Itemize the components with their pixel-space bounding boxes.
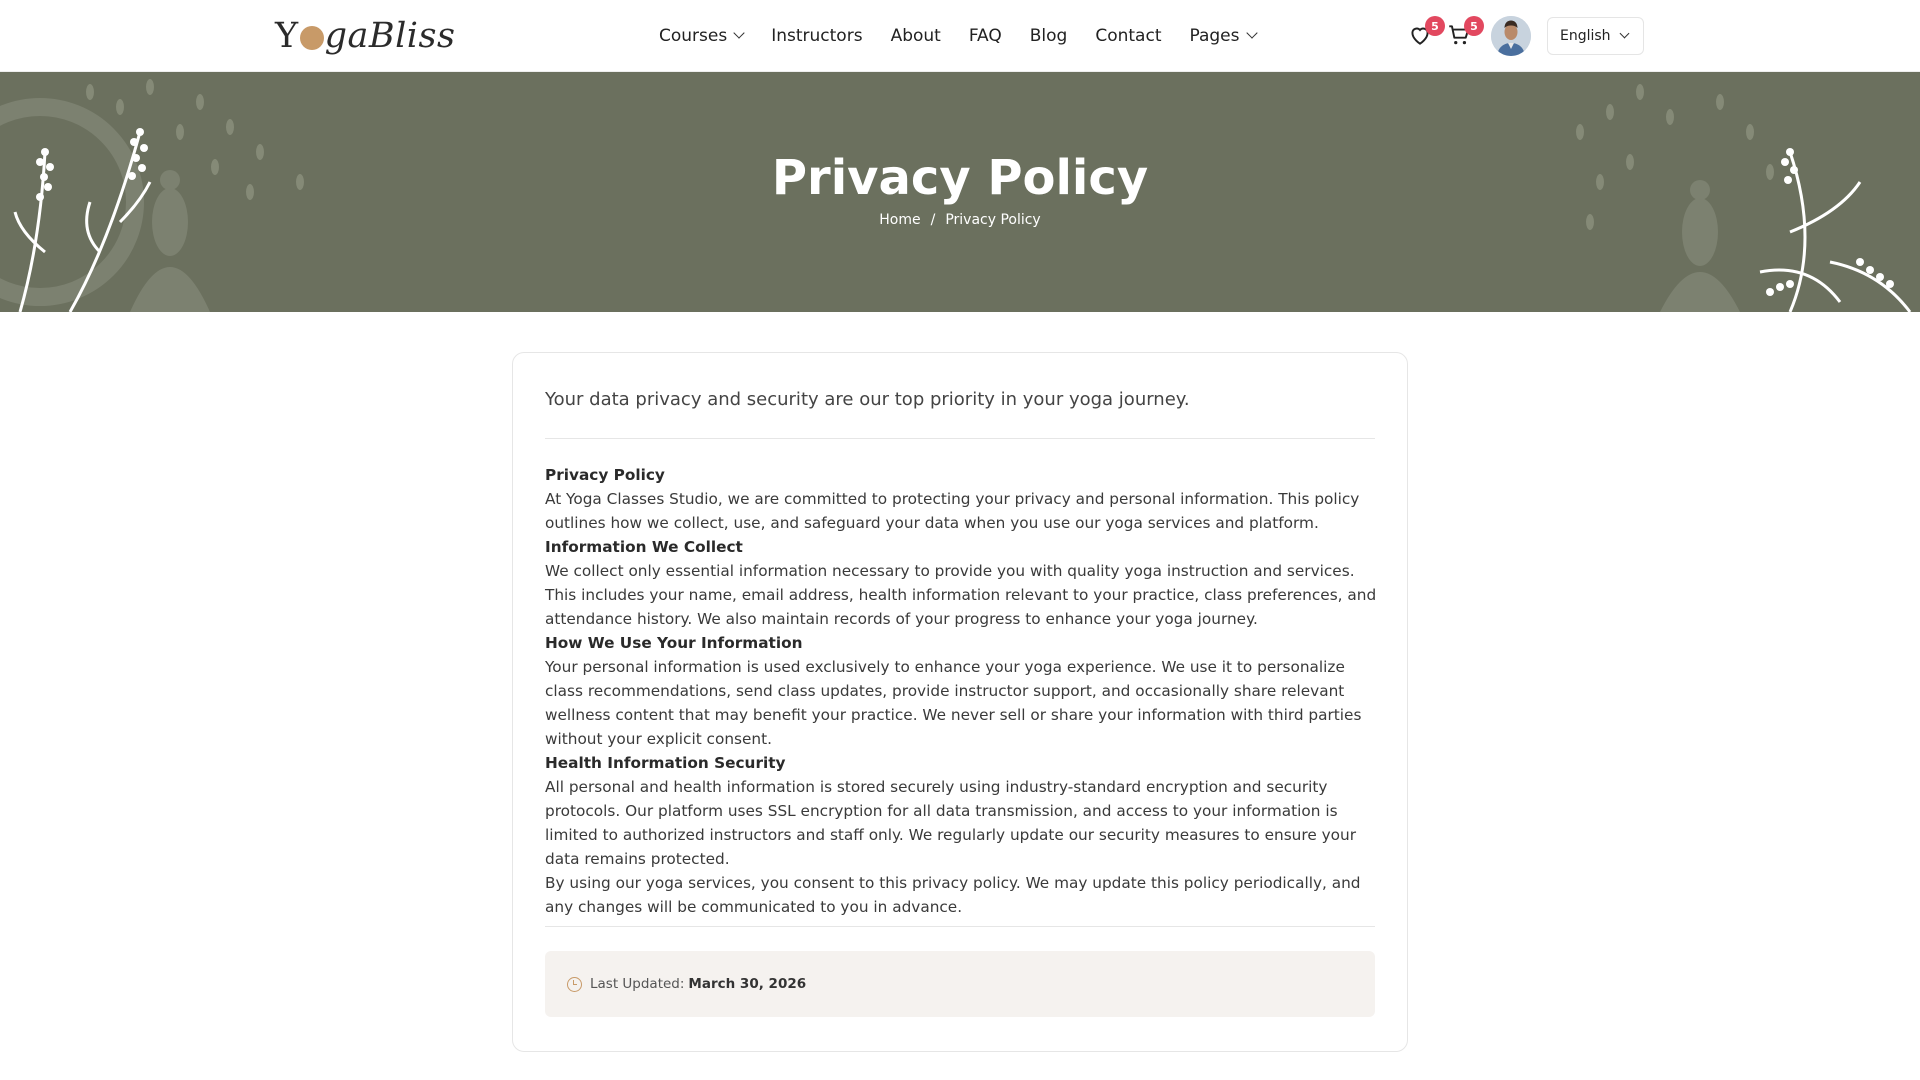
language-label: English <box>1560 28 1611 44</box>
section-body: All personal and health information is stored securely using industry-standard encryption and security protocols. Our platform uses SSL encryption for all data transmission, and access to your information is limited to authorized instructors and staff only. We regularly update our security measures to ensure your data remains protected. <box>545 778 1357 868</box>
breadcrumb <box>0 212 1920 228</box>
cart-count-badge: 5 <box>1464 16 1484 36</box>
logo[interactable] <box>275 14 455 58</box>
language-selector[interactable] <box>1547 17 1644 55</box>
chevron-down-icon <box>1619 28 1629 38</box>
last-updated-box <box>545 951 1375 1017</box>
logo-text-end: gaBliss <box>324 16 456 56</box>
cart-button[interactable] <box>1446 19 1478 48</box>
main-nav <box>659 22 1284 50</box>
section-body: At Yoga Classes Studio, we are committed to protecting your privacy and personal information. This policy outlines how we collect, use, and safeguard your data when you use our yoga services and platform. <box>545 490 1360 532</box>
policy-card <box>512 352 1408 1052</box>
user-avatar[interactable] <box>1491 16 1531 56</box>
nav-contact-label: Contact <box>1095 26 1162 46</box>
logo-lotus-icon <box>300 26 324 50</box>
policy-closing: By using our yoga services, you consent to this privacy policy. We may update this policy periodically, and any changes will be communicated to you in advance. <box>545 874 1361 916</box>
wishlist-count-badge: 5 <box>1425 16 1445 36</box>
last-updated-date: March 30, 2026 <box>688 976 807 992</box>
nav-blog-label: Blog <box>1029 26 1068 46</box>
user-photo-icon <box>1491 16 1531 56</box>
policy-intro: Your data privacy and security are our top priority in your yoga journey. <box>545 389 1190 410</box>
nav-instructors-label: Instructors <box>771 26 863 46</box>
breadcrumb-current: Privacy Policy <box>945 212 1041 228</box>
chevron-down-icon <box>734 27 745 38</box>
page-title: Privacy Policy <box>771 150 1149 206</box>
chevron-down-icon <box>1246 27 1257 38</box>
wishlist-button[interactable] <box>1407 19 1439 48</box>
section-heading: How We Use Your Information <box>545 634 803 652</box>
clock-icon <box>567 977 582 992</box>
section-heading: Health Information Security <box>545 754 786 772</box>
nav-about-label: About <box>890 26 941 46</box>
site-header <box>0 0 1920 72</box>
nav-pages[interactable] <box>1189 26 1255 46</box>
divider <box>545 926 1375 927</box>
nav-pages-label: Pages <box>1189 26 1240 46</box>
nav-contact[interactable] <box>1095 26 1161 46</box>
section-heading: Privacy Policy <box>545 466 665 484</box>
breadcrumb-separator: / <box>930 212 936 228</box>
nav-blog[interactable] <box>1030 26 1068 46</box>
page-hero <box>0 72 1920 312</box>
nav-about[interactable] <box>891 26 941 46</box>
nav-faq-label: FAQ <box>968 26 1002 46</box>
section-body: Your personal information is used exclusively to enhance your yoga experience. We use it to personalize class recommendations, send class updates, provide instructor support, and occasionally share relevant wellness content that may benefit your practice. We never sell or share your information with third parties without your explicit consent. <box>545 658 1362 748</box>
policy-content <box>545 463 1379 919</box>
nav-courses[interactable] <box>659 26 743 46</box>
divider <box>545 438 1375 439</box>
section-heading: Information We Collect <box>545 538 743 556</box>
nav-instructors[interactable] <box>771 26 862 46</box>
breadcrumb-home-link[interactable]: Home <box>879 212 921 228</box>
logo-text-start: Y <box>275 16 299 56</box>
nav-courses-label: Courses <box>659 26 728 46</box>
section-body: We collect only essential information necessary to provide you with quality yoga instruction and services. This includes your name, email address, health information relevant to your practice, class preferences, and attendance history. We also maintain records of your progress to enhance your yoga journey. <box>545 562 1377 628</box>
last-updated-label: Last Updated: <box>590 976 685 992</box>
nav-faq[interactable] <box>969 26 1002 46</box>
